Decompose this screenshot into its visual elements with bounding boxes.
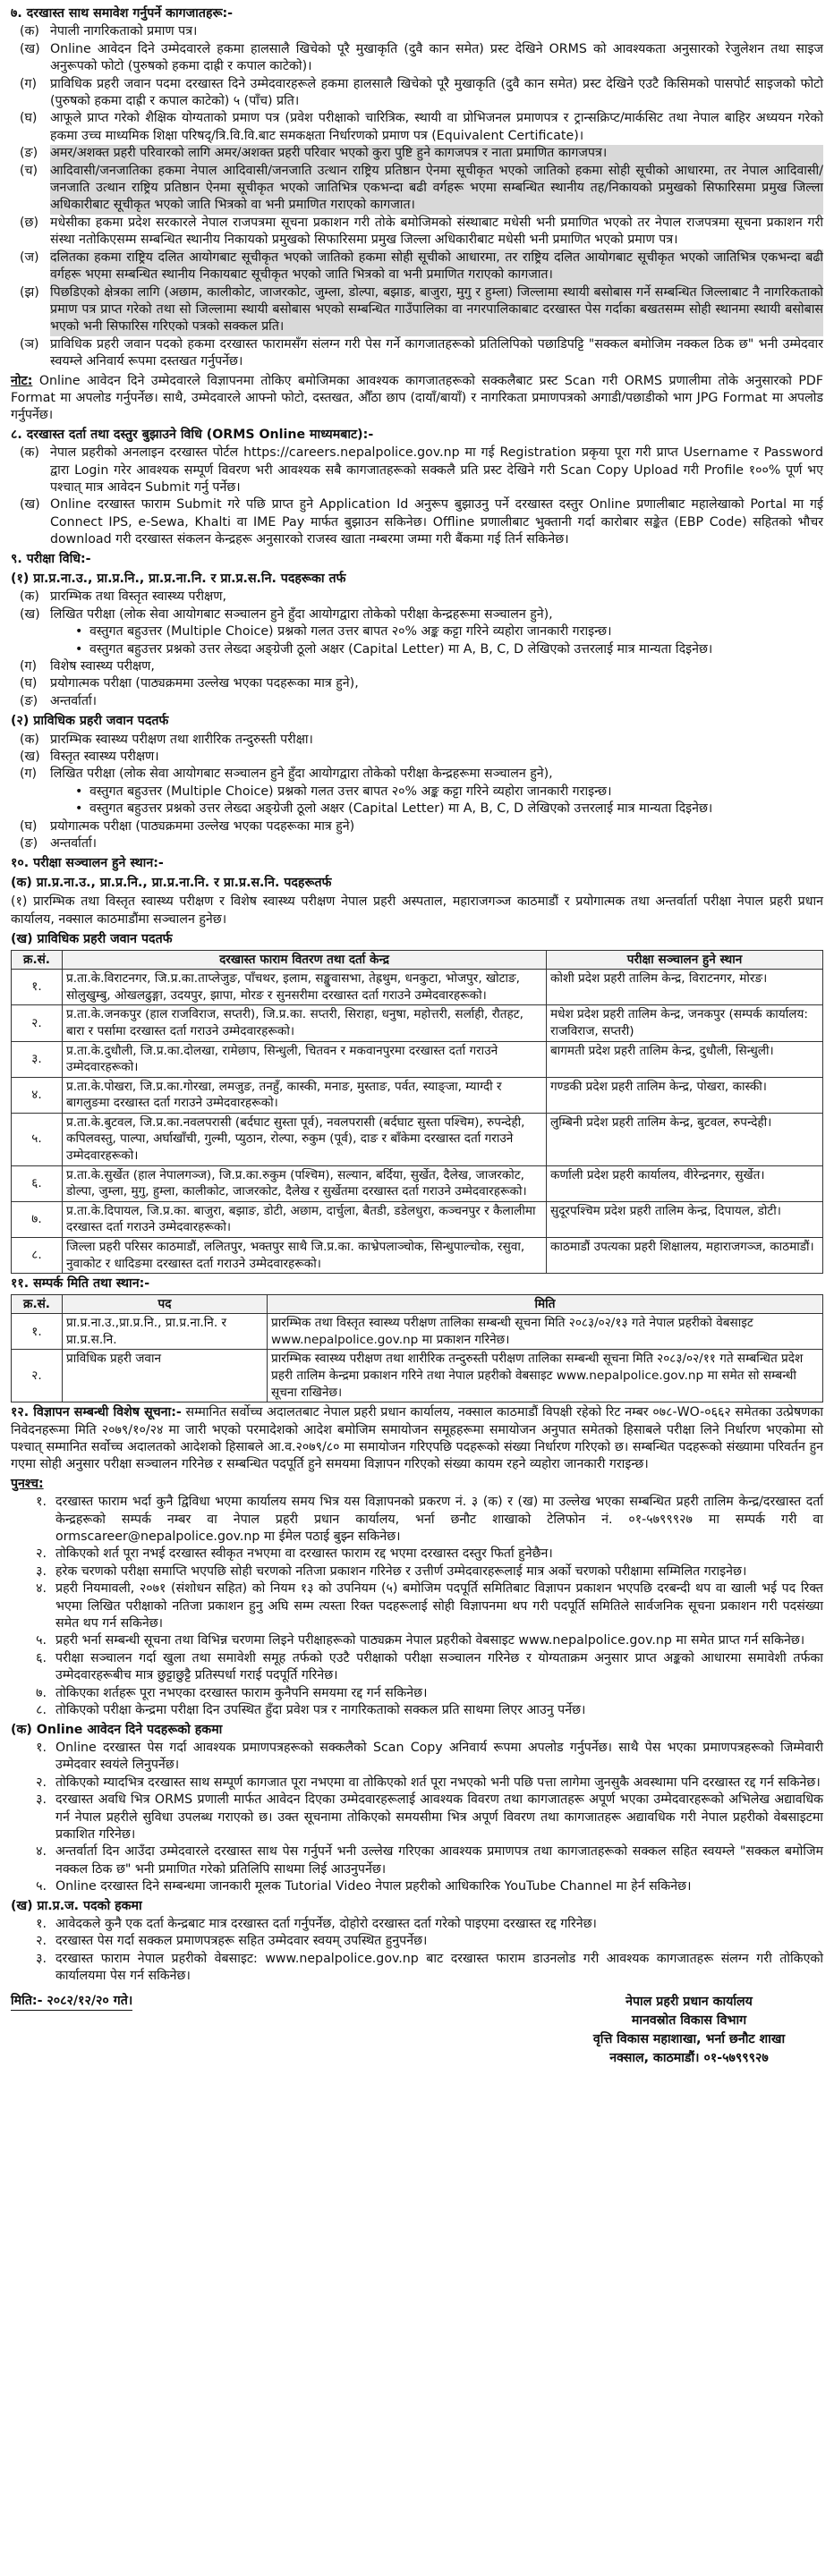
section-exam-venue	[11, 855, 823, 1275]
document-item	[11, 215, 823, 250]
table-row	[12, 970, 823, 1005]
registration-centre: प्र.ता.के.पोखरा, जि.प्र.का.गोरखा, लमजुङ, तनहुँ, कास्की, मनाङ, मुस्ताङ, पर्वत, स्याङ्जा, म्याग्दी र बागलुङमा दरखास्त दर्ता गराउने उम्मेदवारहरूको।	[63, 1077, 547, 1113]
row-number: ६.	[12, 1165, 63, 1201]
table-header-cell: क्र.सं.	[12, 950, 63, 970]
row-number: ८.	[12, 1238, 63, 1274]
item-number: ३.	[36, 1792, 47, 1808]
item-key: (क)	[20, 732, 39, 747]
document-item	[11, 23, 823, 40]
exam-item	[11, 658, 823, 675]
item-key: (ज)	[20, 250, 39, 265]
item-text: प्रारम्भिक स्वास्थ्य परीक्षण तथा शारीरिक तन्दुरुस्ती परीक्षा।	[50, 732, 313, 747]
item-key: (क)	[20, 589, 39, 605]
item-key: (छ)	[20, 215, 39, 230]
exam-item	[11, 693, 823, 710]
table-row	[12, 1314, 823, 1350]
table-header-cell: मिति	[268, 1294, 823, 1314]
exam-subheading-officers: (१) प्रा.प्र.ना.उ., प्रा.प्र.नि., प्रा.प्र.ना.नि. र प्रा.प्र.स.नि. पदहरूका तर्फ	[11, 572, 346, 586]
item-number: १.	[36, 1495, 47, 1510]
office-line: नेपाल प्रहरी प्रधान कार्यालय	[626, 1994, 753, 2009]
item-key: (च)	[20, 163, 38, 178]
item-number: २.	[36, 1934, 47, 1949]
item-number: ७.	[36, 1685, 47, 1700]
row-number: ५.	[12, 1113, 63, 1165]
item-text: नेपाली नागरिकताको प्रमाण पत्र।	[50, 24, 198, 39]
item-number: २.	[36, 1775, 47, 1790]
registration-centre: प्र.ता.के.सुर्खेत (हाल नेपालगञ्ज), जि.प्र.का.रुकुम (पश्चिम), सल्यान, बर्दिया, सुर्खेत, दैलेख, जाजरकोट, डोल्पा, जुम्ला, मुगु, हुम्ला, कालीकोट, जाजरकोट, दैलेख र सुर्खेतमा दरखास्त दर्ता गराउने उम्मेदवारहरूको।	[63, 1165, 547, 1201]
table-header-cell: क्र.सं.	[12, 1294, 63, 1314]
section-documents	[11, 5, 823, 425]
row-number: २.	[12, 1005, 63, 1041]
table-row	[12, 1201, 823, 1237]
exam-item	[11, 606, 823, 623]
registration-centre: प्र.ता.के.बुटवल, जि.प्र.का.नवलपरासी (बर्दघाट सुस्ता पूर्व), नवलपरासी (बर्दघाट सुस्ता पश्चिम), रुपन्देही, कपिलवस्तु, पाल्पा, अर्घाखाँची, गुल्मी, प्युठान, रोल्पा, रुकुम (पूर्व), दाङ र बाँकेमा दरखास्त दर्ता गराउने उम्मेदवारहरूको।	[63, 1113, 547, 1165]
bullet-text: वस्तुगत बहुउत्तर प्रश्नको उत्तर लेख्दा अङ्ग्रेजी ठूलो अक्षर (Capital Letter) मा A, B, C, D लेखिएको उत्तरलाई मात्र मान्यता दिइनेछ।	[89, 801, 713, 817]
issuing-office	[555, 1993, 823, 2068]
item-key: (क)	[20, 445, 39, 461]
item-key: (ख)	[20, 750, 40, 765]
bullet-item	[11, 623, 823, 640]
table-header-cell: दरखास्त फाराम वितरण तथा दर्ता केन्द्र	[63, 950, 547, 970]
bullet-text: वस्तुगत बहुउत्तर प्रश्नको उत्तर लेख्दा अङ्ग्रेजी ठूलो अक्षर (Capital Letter) मा A, B, C, D लेखिएको उत्तरलाई मात्र मान्यता दिइनेछ।	[89, 641, 713, 657]
postscript-item	[11, 1494, 823, 1546]
item-text: दरखास्त फाराम भर्दा कुनै द्विविधा भएमा कार्यालय समय भित्र यस विज्ञापनको प्रकरण नं. ३ (क) र (ख) मा उल्लेख भएका सम्बन्धित प्रहरी तालिम केन्द्र/दरखास्त दर्ता केन्द्रहरूको सम्पर्क नम्बर वा नेपाल प्रहरी प्रधान कार्यालय, भर्ना छनौट शाखाको टेलिफोन नं. ०१-५७९९९२७ मा सम्पर्क गरी वा ormscareer@nepalpolice.gov.np मा ईमेल पठाई बुझ्न सकिनेछ।	[55, 1495, 823, 1545]
postscript-item	[11, 1580, 823, 1632]
bullet-item	[11, 641, 823, 658]
section-exam-method	[11, 551, 823, 853]
footer	[11, 1993, 823, 2068]
exam-place: गण्डकी प्रदेश प्रहरी तालिम केन्द्र, पोखरा, कास्की।	[547, 1077, 823, 1113]
constable-item	[11, 1933, 823, 1950]
item-text: प्रारम्भिक तथा विस्तृत स्वास्थ्य परीक्षण,	[50, 589, 226, 605]
item-text: Online दरखास्त दिने सम्बन्धमा जानकारी मूलक Tutorial Video नेपाल प्रहरीको आधिकारिक YouTube Channel मा हेर्न सकिनेछ।	[55, 1879, 692, 1894]
item-text: पिछडिएको क्षेत्रका लागि (अछाम, कालीकोट, जाजरकोट, जुम्ला, डोल्पा, बझाङ, बाजुरा, मुगु र हुम्ला) जिल्लामा स्थायी बसोबास गर्ने सम्बन्धित जिल्लाबाट नै नागरिकताको प्रमाण पत्र प्राप्त गरेको तथा सो जिल्लामा स्थायी बसोबास भएको सम्बन्धित गाउँपालिका वा नगरपालिकाबाट दरखास्त पेस गर्दाका बखतसम्म सोही स्थानमा स्थायी बसोबास भएको भनी सिफारिस गरिएको पत्रको सक्कल प्रति।	[50, 284, 823, 336]
item-number: ४.	[36, 1581, 47, 1597]
item-key: (झ)	[20, 284, 39, 300]
bullet-icon: •	[75, 784, 83, 799]
item-text: Online दरखास्त फाराम Submit गरे पछि प्राप्त हुने Application Id अनुरूप बुझाउनु पर्ने दरखास्त दस्तुर Online प्रणालीबाट महालेखाको Portal मा गई Connect IPS, e-Sewa, Khalti वा IME Pay मार्फत बुझाउन सकिनेछ। Offline प्रणालीबाट भुक्तानी गर्दा कारोबार सङ्केत (EBP Code) सहितको भौचर download गरी दरखास्त संकलन केन्द्रहरू अनुसारको राजस्व खाता नम्बरमा जम्मा गरी बैंकमा गई तिर्न सकिनेछ।	[50, 497, 823, 547]
exam-place: लुम्बिनी प्रदेश प्रहरी तालिम केन्द्र, बुटवल, रुपन्देही।	[547, 1113, 823, 1165]
special-notice-text: सम्मानित सर्वोच्च अदालतबाट नेपाल प्रहरी प्रधान कार्यालय, नक्साल काठमाडौं विपक्षी रहेको रिट नम्बर ०७८-WO-०६६२ समेतका उत्प्रेषणका निवेदनहरूमा मिति २०७९/१०/२४ मा जारी भएको परमादेशको आदेश बमोजिम समायोजन समूहहरूमा समायोजन अनुपात समेतको हिसाबले परीक्षा लिने निर्धारण भएकोमा सो पश्चात् सम्मानित सर्वोच्च अदालतको आदेशको हिसाबले आ.व.२०७९/८० मा समायोजन गरिएपछि पदहरूको संख्या निर्धारण गरिएको छ। सम्बन्धित पदहरूको संख्यामा परिवर्तन हुन गएमा सोही अनुसार परीक्षा सञ्चालन गरिनेछ र सम्बन्धित पदपूर्ति हुने समयमा विज्ञापन गरिएको संख्या कायम रहने व्यहोरा जानकारी गराइन्छ।	[11, 1405, 824, 1472]
exam-item	[11, 732, 823, 749]
item-key: (ग)	[20, 659, 38, 674]
item-text: आफूले प्राप्त गरेको शैक्षिक योग्यताको प्रमाण पत्र (प्रवेश परीक्षाको चारित्रिक, स्थायी वा प्रोभिजनल प्रमाणपत्र र ट्रान्सक्रिप्ट/मार्कसिट तथा नेपाल बाहिर अध्ययन गरेको हकमा उच्च माध्यमिक शिक्षा परिषद्/त्रि.वि.वि.बाट समकक्षता निर्धारणको प्रमाण पत्र (Equivalent Certificate)।	[50, 111, 823, 143]
online-item	[11, 1792, 823, 1843]
item-text: प्रयोगात्मक परीक्षा (पाठ्यक्रममा उल्लेख भएका पदहरूका मात्र हुने)	[50, 818, 355, 834]
item-text: प्रयोगात्मक परीक्षा (पाठ्यक्रममा उल्लेख भएका पदहरूका मात्र हुने),	[50, 676, 359, 691]
note	[11, 373, 823, 425]
item-text: परीक्षा सञ्चालन गर्दा खुला तथा समावेशी समूह तर्फको एउटै परीक्षाको परीक्षा सञ्चालन गरिनेछ र योग्यताक्रम अनुसार प्राप्त अङ्कको आधारमा समावेशी तर्फका उम्मेदवारहरूबीच मात्र छुट्टाछुट्टै प्रतिस्पर्धा गराई पदपूर्ति गरिनेछ।	[55, 1650, 823, 1683]
item-key: (क)	[20, 24, 39, 39]
item-key: (घ)	[20, 676, 38, 691]
item-key: (ग)	[20, 76, 38, 91]
table-row	[12, 1005, 823, 1041]
item-text: प्राविधिक प्रहरी जवान पदको हकमा दरखास्त फारामसँग संलग्न गरी पेस गर्ने कागजातहरूको प्रतिलिपिको पछाडिपट्टि "सक्कल बमोजिम नक्कल ठिक छ" भनी उम्मेदवार स्वयम्ले अनिवार्य रूपमा दस्तखत गर्नुपर्नेछ।	[50, 336, 823, 369]
table-header-row	[12, 1294, 823, 1314]
section-7-heading: ७. दरखास्त साथ समावेश गर्नुपर्ने कागजातहरू:-	[11, 6, 234, 21]
postscript-item	[11, 1685, 823, 1702]
bullet-item	[11, 784, 823, 801]
bullet-icon: •	[75, 801, 83, 817]
issue-date: मिति:- २०८२/१२/२० गते।	[11, 1993, 132, 2011]
section-registration	[11, 427, 823, 549]
item-text: नेपाल प्रहरीको अनलाइन दरखास्त पोर्टल https://careers.nepalpolice.gov.np मा गई Registration प्रकृया पूरा गरी प्राप्त Username र Password द्वारा Login गरेर आवश्यक सम्पूर्ण विवरण भरी आवश्यक सबै कागजातहरूको सक्कलै प्रति प्रस्ट देखिने गरी Scan Copy Upload गरी Profile १००% पूर्ण भए पश्चात् मात्र आवेदन Submit गर्नु पर्नेछ।	[50, 445, 823, 495]
item-number: ३.	[36, 1951, 47, 1966]
row-number: ३.	[12, 1041, 63, 1077]
item-text: लिखित परीक्षा (लोक सेवा आयोगबाट सञ्चालन हुने हुँदा आयोगद्वारा तोकेको परीक्षा केन्द्रहरूमा सञ्चालन हुने),	[50, 606, 553, 622]
item-text: अन्तर्वार्ता।	[50, 836, 97, 852]
office-line: वृत्ति विकास महाशाखा, भर्ना छनौट शाखा	[592, 2031, 786, 2046]
venue-paragraph: (१) प्रारम्भिक तथा विस्तृत स्वास्थ्य परीक्षण र विशेष स्वास्थ्य परीक्षण नेपाल प्रहरी अस्पताल, महाराजगञ्ज काठमाडौं र प्रयोगात्मक तथा अन्तर्वार्ता परीक्षा नेपाल प्रहरी प्रधान कार्यालय, नक्साल काठमाडौंमा सञ्चालन हुनेछ।	[11, 894, 823, 927]
exam-item	[11, 749, 823, 766]
special-notice	[11, 1404, 823, 1474]
item-text: लिखित परीक्षा (लोक सेवा आयोगबाट सञ्चालन हुने हुँदा आयोगद्वारा तोकेको परीक्षा केन्द्रहरूमा सञ्चालन हुने),	[50, 767, 553, 782]
exam-place: काठमाडौं उपत्यका प्रहरी शिक्षालय, महाराजगञ्ज, काठमाडौं।	[547, 1238, 823, 1274]
section-8-heading: ८. दरखास्त दर्ता तथा दस्तुर बुझाउने विधि (ORMS Online माध्यमबाट):-	[11, 427, 374, 442]
constable-item	[11, 1951, 823, 1986]
constable-heading: (ख) प्रा.प्र.ज. पदको हकमा	[11, 1898, 142, 1913]
item-key: (ग)	[20, 767, 38, 782]
item-number: २.	[36, 1546, 47, 1562]
venue-table	[11, 950, 823, 1275]
item-key: (ङ)	[20, 836, 38, 852]
section-10-heading: १०. परीक्षा सञ्चालन हुने स्थान:-	[11, 855, 164, 870]
table-header-row	[12, 950, 823, 970]
item-text: तोकिएका शर्तहरू पूरा नभएका दरखास्त फाराम कुनैपनि समयमा रद्द गर्न सकिनेछ।	[55, 1685, 428, 1700]
table-row	[12, 1041, 823, 1077]
table-row	[12, 1165, 823, 1201]
postscript-item	[11, 1563, 823, 1580]
exam-item	[11, 766, 823, 783]
exam-place: कर्णाली प्रदेश प्रहरी कार्यालय, वीरेन्द्रनगर, सुर्खेत।	[547, 1165, 823, 1201]
item-text: तोकिएको शर्त पूरा नभई दरखास्त स्वीकृत नभएमा वा दरखास्त फाराम रद्द भएमा दरखास्त दस्तुर फिर्ता हुनेछैन।	[55, 1546, 553, 1562]
item-number: ८.	[36, 1703, 47, 1718]
item-key: (घ)	[20, 818, 38, 834]
online-heading: (क) Online आवेदन दिने पदहरूको हकमा	[11, 1722, 223, 1737]
note-text: Online आवेदन दिने उम्मेदवारले विज्ञापनमा तोकिए बमोजिमका आवश्यक कागजातहरूको सक्कलैबाट प्रस्ट Scan गरी ORMS प्रणालीमा तोके अनुसारको PDF Format मा अपलोड गर्नुपर्नेछ। साथै, उम्मेदवारले आफ्नो फोटो, दस्तखत, औँठा छाप (दायाँ/बायाँ) र नागरिकता प्रमाणपत्रको अगाडी/पछाडीको भाग JPG Format मा अपलोड गर्नुपर्नेछ।	[11, 373, 823, 423]
bullet-icon: •	[75, 624, 83, 640]
post-name: प्राविधिक प्रहरी जवान	[63, 1350, 268, 1402]
office-line: मानवस्रोत विकास विभाग	[631, 2012, 747, 2028]
bullet-item	[11, 801, 823, 818]
exam-place: कोशी प्रदेश प्रहरी तालिम केन्द्र, विराटनगर, मोरङ।	[547, 970, 823, 1005]
note-label: नोट:	[11, 373, 33, 388]
row-number: २.	[12, 1350, 63, 1402]
exam-subheading-constable: (२) प्राविधिक प्रहरी जवान पदतर्फ	[11, 714, 169, 729]
document-item	[11, 145, 823, 162]
document-item	[11, 41, 823, 76]
venue-subheading-officers: (क) प्रा.प्र.ना.उ., प्रा.प्र.नि., प्रा.प्र.ना.नि. र प्रा.प्र.स.नि. पदहरूतर्फ	[11, 875, 332, 890]
item-key: (ख)	[20, 41, 40, 56]
item-text: Online दरखास्त पेस गर्दा आवश्यक प्रमाणपत्रहरूको सक्कलैको Scan Copy अनिवार्य रूपमा अपलोड गर्नुपर्नेछ। साथै पेस भएका प्रमाणपत्रहरूको जिम्मेवारी उम्मेदवार स्वयंले लिनुपर्नेछ।	[55, 1740, 823, 1773]
item-text: दरखास्त अवधि भित्र ORMS प्रणाली मार्फत आवेदन दिएका उम्मेदवारहरूलाई आवश्यक विवरण तथा कागजातहरू अपूर्ण भएका उम्मेदवारहरूको अभिलेख अद्यावधिक गर्न नेपाल प्रहरीले सुविधा उपलब्ध गराएको छ। उक्त सूचनामा तोकिएको समयसीमा भित्र अपूर्ण विवरण तथा कागजातहरू अद्यावधिक गरी नेपाल प्रहरीको वेबसाइटमा प्रकाशित गरिनेछ।	[55, 1792, 823, 1842]
table-row	[12, 1350, 823, 1402]
registration-centre: प्र.ता.के.दिपायल, जि.प्र.का. बाजुरा, बझाङ, डोटी, अछाम, दार्चुला, बैतडी, डडेलधुरा, कञ्चनपुर र कैलालीमा दरखास्त दर्ता गराउने उम्मेदवारहरूको।	[63, 1201, 547, 1237]
item-number: ५.	[36, 1633, 47, 1648]
item-number: १.	[36, 1916, 47, 1931]
section-contact-date	[11, 1275, 823, 1402]
document-item	[11, 163, 823, 215]
registration-item	[11, 445, 823, 496]
online-item	[11, 1740, 823, 1775]
postscript-heading: पुनश्च:	[11, 1476, 44, 1491]
item-text: अमर/अशक्त प्रहरी परिवारको लागि अमर/अशक्त प्रहरी परिवार भएको कुरा पुष्टि हुने कागजपत्र र नाता प्रमाणित कागजपत्र।	[50, 145, 823, 162]
item-key: (ञ)	[20, 336, 39, 352]
item-text: अन्तर्वार्ता।	[50, 693, 97, 708]
registration-centre: जिल्ला प्रहरी परिसर काठमाडौं, ललितपुर, भक्तपुर साथै जि.प्र.का. काभ्रेपलाञ्चोक, सिन्धुपाल्चोक, रसुवा, नुवाकोट र धादिङमा दरखास्त दर्ता गराउने उम्मेदवारहरूको।	[63, 1238, 547, 1274]
item-text: मधेसीका हकमा प्रदेश सरकारले नेपाल राजपत्रमा सूचना प्रकाशन गरी तोके बमोजिमको संस्थाबाट मधेसी भनी प्रमाणित भएको तर नेपाल राजपत्रमा सूचना प्रकाशन गरी संस्था नतोकिएसम्म सम्बन्धित स्थानीय निकायको प्रमुखको सिफारिसमा प्रमुख जिल्ला अधिकारीबाट मधेसी भनी प्रमाणित भएको प्रमाण पत्र।	[50, 215, 823, 248]
item-text: आदिवासी/जनजातिका हकमा नेपाल आदिवासी/जनजाति उत्थान राष्ट्रिय प्रतिष्ठान ऐनमा सूचीकृत भएको जातिको हकमा सोही सूचीको आधारमा, तर नेपाल आदिवासी/जनजाति उत्थान राष्ट्रिय प्रतिष्ठान ऐनमा सूचीकृत भएको जातिभित्र एकभन्दा बढी वर्गहरू भएमा सम्बन्धित स्थानीय तह/निकायको प्रमुखको सिफारिसमा प्रमुख जिल्ला अधिकारीबाट सूचीकृत भएको जाति भित्रको वा भनी प्रमाणित गराएको कागजात।	[50, 163, 823, 215]
registration-centre: प्र.ता.के.विराटनगर, जि.प्र.का.ताप्लेजुङ, पाँचथर, इलाम, सङ्खुवासभा, तेह्रथुम, धनकुटा, भोजपुर, खोटाङ, सोलुखुम्बु, ओखलढुङ्गा, उदयपुर, झापा, मोरङ र सुनसरीमा दरखास्त दर्ता गराउने उम्मेदवारहरूको।	[63, 970, 547, 1005]
table-header-cell: पद	[63, 1294, 268, 1314]
document-item	[11, 250, 823, 284]
contact-date: प्रारम्भिक स्वास्थ्य परीक्षण तथा शारीरिक तन्दुरुस्ती परीक्षण तालिका सम्बन्धी सूचना मिति २०८३/०२/११ गते सम्बन्धित प्रदेश प्रहरी तालिम केन्द्रमा प्रकाशन गरिने तथा नेपाल प्रहरीको वेबसाइट www.nepalpolice.gov.np मा समेत सो सम्बन्धी सूचना राखिनेछ।	[268, 1350, 823, 1402]
item-number: १.	[36, 1740, 47, 1755]
registration-centre: प्र.ता.के.दुधौली, जि.प्र.का.दोलखा, रामेछाप, सिन्धुली, चितवन र मकवानपुरमा दरखास्त दर्ता गराउने उम्मेदवारहरूको।	[63, 1041, 547, 1077]
contact-date: प्रारम्भिक तथा विस्तृत स्वास्थ्य परीक्षण तालिका सम्बन्धी सूचना मिति २०८३/०२/१३ गते नेपाल प्रहरीको वेबसाइट www.nepalpolice.gov.np मा प्रकाशन गरिनेछ।	[268, 1314, 823, 1350]
item-text: विस्तृत स्वास्थ्य परीक्षण।	[50, 750, 159, 765]
item-key: (ख)	[20, 497, 40, 513]
bullet-icon: •	[75, 641, 83, 657]
table-row	[12, 1238, 823, 1274]
item-text: दरखास्त फाराम नेपाल प्रहरीको वेबसाइट: www.nepalpolice.gov.np बाट दरखास्त फाराम डाउनलोड गरी आवश्यक कागजातहरू संलग्न गरी तोकिएको कार्यालयमा पेस गर्न सकिनेछ।	[55, 1951, 823, 1984]
item-number: ३.	[36, 1563, 47, 1579]
item-text: विशेष स्वास्थ्य परीक्षण,	[50, 659, 155, 674]
section-special-notice	[11, 1404, 823, 1985]
contact-table	[11, 1294, 823, 1403]
row-number: ४.	[12, 1077, 63, 1113]
item-text: दलितका हकमा राष्ट्रिय दलित आयोगबाट सूचीकृत भएको जातिको हकमा सोही सूचीको आधारमा, तर राष्ट्रिय दलित आयोगबाट सूचीकृत भएको जातिभित्र एकभन्दा बढी वर्गहरू भएमा सम्बन्धित स्थानीय निकायबाट सूचीकृत भएको जाति भित्रको वा भनी प्रमाणित गराएको कागजात।	[50, 250, 823, 284]
table-row	[12, 1113, 823, 1165]
item-number: ४.	[36, 1844, 47, 1860]
venue-subheading-constable: (ख) प्राविधिक प्रहरी जवान पदतर्फ	[11, 932, 173, 947]
document-item	[11, 284, 823, 336]
bullet-text: वस्तुगत बहुउत्तर (Multiple Choice) प्रश्नको गलत उत्तर बापत २०% अङ्क कट्टा गरिने व्यहोरा जानकारी गराइन्छ।	[89, 784, 612, 799]
item-text: तोकिएको म्यादभित्र दरखास्त साथ सम्पूर्ण कागजात पूरा नभएमा वा तोकिएको शर्त पूरा नभएको भनी पछि पत्ता लागेमा जुनसुकै अवस्थामा पनि दरखास्त रद्द गर्न सकिनेछ।	[55, 1775, 821, 1790]
section-12-heading: १२. विज्ञापन सम्बन्धी विशेष सूचना:-	[11, 1405, 182, 1420]
row-number: १.	[12, 970, 63, 1005]
document-item	[11, 110, 823, 145]
table-header-cell: परीक्षा सञ्चालन हुने स्थान	[547, 950, 823, 970]
item-number: ६.	[36, 1650, 47, 1665]
item-text: Online आवेदन दिने उम्मेदवारले हकमा हालसालै खिचेको पूरै मुखाकृति (दुवै कान समेत) प्रस्ट देखिने ORMS को आवश्यकता अनुसारको रेजुलेशन तथा साइज अनुरूपको फोटो (पुरुषको हकमा दाह्री र कपाल काटेको)।	[50, 41, 823, 74]
post-name: प्रा.प्र.ना.उ.,प्रा.प्र.नि., प्रा.प्र.ना.नि. र प्रा.प्र.स.नि.	[63, 1314, 268, 1350]
constable-item	[11, 1916, 823, 1933]
postscript-item	[11, 1650, 823, 1685]
exam-item	[11, 835, 823, 852]
item-key: (ङ)	[20, 146, 38, 161]
postscript-item	[11, 1702, 823, 1719]
table-row	[12, 1077, 823, 1113]
exam-item	[11, 818, 823, 835]
online-item	[11, 1878, 823, 1895]
document-item	[11, 76, 823, 111]
online-item	[11, 1775, 823, 1792]
bullet-text: वस्तुगत बहुउत्तर (Multiple Choice) प्रश्नको गलत उत्तर बापत २०% अङ्क कट्टा गरिने व्यहोरा जानकारी गराइन्छ।	[89, 624, 612, 640]
exam-place: मधेश प्रदेश प्रहरी तालिम केन्द्र, जनकपुर (सम्पर्क कार्यालय: राजविराज, सप्तरी)	[547, 1005, 823, 1041]
exam-place: सुदूरपश्चिम प्रदेश प्रहरी तालिम केन्द्र, दिपायल, डोटी।	[547, 1201, 823, 1237]
office-line: नक्साल, काठमाडौं। ०१-५७९९९२७	[609, 2050, 769, 2065]
exam-place: बागमती प्रदेश प्रहरी तालिम केन्द्र, दुधौली, सिन्धुली।	[547, 1041, 823, 1077]
item-text: दरखास्त पेस गर्दा सक्कल प्रमाणपत्रहरू सहित उम्मेदवार स्वयम् उपस्थित हुनुपर्नेछ।	[55, 1934, 428, 1949]
item-number: ५.	[36, 1879, 47, 1894]
item-key: (ख)	[20, 606, 40, 622]
section-11-heading: ११. सम्पर्क मिति तथा स्थान:-	[11, 1276, 150, 1292]
item-key: (ङ)	[20, 693, 38, 708]
registration-centre: प्र.ता.के.जनकपुर (हाल राजविराज, सप्तरी), जि.प्र.का. सप्तरी, सिराहा, धनुषा, महोत्तरी, सर्लाही, रौतहट, बारा र पर्सामा दरखास्त दर्ता गराउने उम्मेदवारहरूको।	[63, 1005, 547, 1041]
exam-item	[11, 589, 823, 606]
online-item	[11, 1843, 823, 1878]
section-9-heading: ९. परीक्षा विधि:-	[11, 551, 91, 566]
item-key: (घ)	[20, 111, 38, 126]
row-number: ७.	[12, 1201, 63, 1237]
postscript-item	[11, 1546, 823, 1563]
item-text: हरेक चरणको परीक्षा समाप्ति भएपछि सोही चरणको नतिजा प्रकाशन गरिनेछ र उत्तीर्ण उम्मेदवारहरूलाई मात्र अर्को चरणको परीक्षामा सम्मिलित गराइनेछ।	[55, 1563, 747, 1579]
item-text: आवेदकले कुनै एक दर्ता केन्द्रबाट मात्र दरखास्त दर्ता गर्नुपर्नेछ, दोहोरो दरखास्त दर्ता गरेको पाइएमा दरखास्त रद्द गरिनेछ।	[55, 1916, 597, 1931]
postscript-item	[11, 1632, 823, 1649]
item-text: प्रहरी भर्ना सम्बन्धी सूचना तथा विभिन्न चरणमा लिइने परीक्षाहरूको पाठ्यक्रम नेपाल प्रहरीको वेबसाइट www.nepalpolice.gov.np मा समेत प्राप्त गर्न सकिनेछ।	[55, 1633, 805, 1648]
registration-item	[11, 496, 823, 548]
item-text: तोकिएको परीक्षा केन्द्रमा परीक्षा दिन उपस्थित हुँदा प्रवेश पत्र र नागरिकताको सक्कल प्रति साथमा लिएर आउनु पर्नेछ।	[55, 1703, 586, 1718]
item-text: अन्तर्वार्ता दिन आउँदा उम्मेदवारले दरखास्त साथ पेस गर्नुपर्ने भनी उल्लेख गरिएका आवश्यक प्रमाणपत्र तथा कागजातहरूको सक्कल सहित स्वयम्ले "सक्कल बमोजिम नक्कल ठिक छ" भनी प्रमाणित गरेको प्रतिलिपि साथमा लिई आउनुपर्नेछ।	[55, 1844, 823, 1877]
row-number: १.	[12, 1314, 63, 1350]
item-text: प्राविधिक प्रहरी जवान पदमा दरखास्त दिने उम्मेदवारहरूले हकमा हालसालै खिचेको पूरै मुखाकृति (दुवै कान समेत) प्रस्ट देखिने एउटै किसिमको पासपोर्ट साइजको फोटो (पुरुषको हकमा दाह्री र कपाल काटेको) ५ (पाँच) प्रति।	[50, 76, 823, 109]
exam-item	[11, 675, 823, 692]
document-item	[11, 336, 823, 371]
item-text: प्रहरी नियमावली, २०७१ (संशोधन सहित) को नियम १३ को उपनियम (५) बमोजिम पदपूर्ति समितिबाट विज्ञापन प्रकाशन भएपछि दरबन्दी थप वा खाली भई पद रिक्त भएमा लिखित परीक्षाको नतिजा प्रकाशन हुनु अघि सम्म त्यस्ता रिक्त पदहरूलाई सोही विज्ञापनमा थप गरी पदपूर्ति समितिले सार्वजनिक सूचना प्रकाशन गरी पदसंख्या समेत थप गर्न सकिनेछ।	[55, 1581, 823, 1631]
